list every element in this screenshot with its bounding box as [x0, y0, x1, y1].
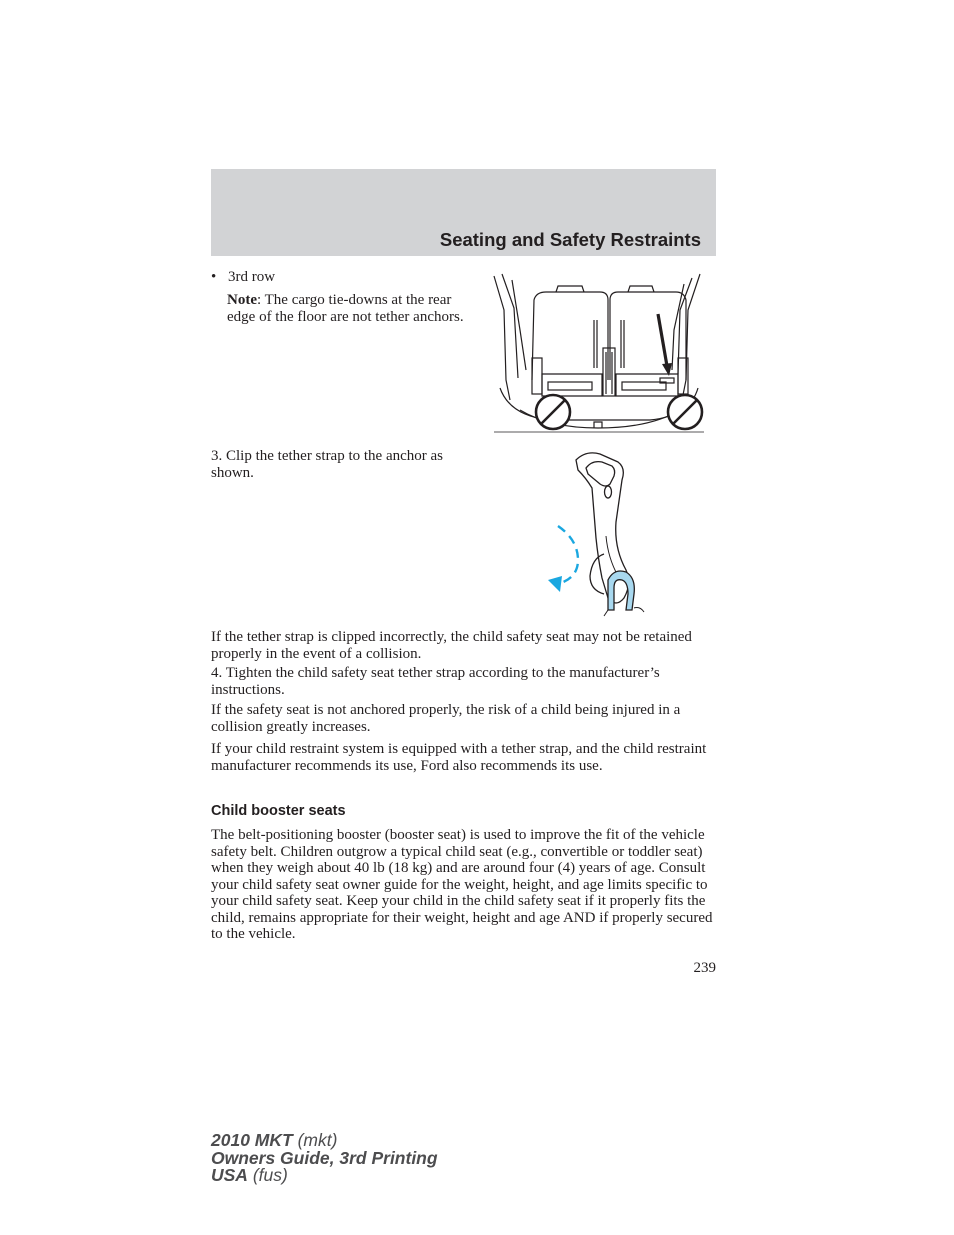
third-row-seat-illustration	[490, 270, 706, 438]
bullet-text: 3rd row	[228, 269, 276, 285]
bullet-symbol: •	[211, 269, 217, 285]
footer-model: 2010 MKT	[211, 1130, 293, 1150]
paragraph-step-4: 4. Tighten the child safety seat tether strap according to the manufacturer’s instructions.	[211, 665, 660, 698]
tether-clip-illustration	[540, 448, 665, 618]
footer-model-code: (mkt)	[292, 1130, 338, 1150]
footer-edition: Owners Guide, 3rd Printing	[211, 1147, 438, 1168]
paragraph-anchoring-risk: If the safety seat is not anchored properly, the risk of a child being injured in a collision greatly increases.	[211, 702, 681, 735]
note-text: : The cargo tie-downs at the rear edge of the floor are not tether anchors.	[227, 292, 464, 325]
note-paragraph	[227, 292, 467, 325]
section-title: Seating and Safety Restraints	[439, 229, 701, 250]
paragraph-incorrect-clip: If the tether strap is clipped incorrectly, the child safety seat may not be retained properly in the event of a collision.	[211, 629, 692, 662]
note-label: Note	[227, 292, 257, 308]
bullet-item	[211, 269, 471, 286]
step-3-text: 3. Clip the tether strap to the anchor as shown.	[211, 448, 444, 481]
page-number: 239	[693, 960, 716, 976]
document-footer	[211, 1132, 438, 1185]
paragraph-booster-seats: The belt-positioning booster (booster seat) is used to improve the fit of the vehicle safety belt. Children outgrow a typical child seat (e.g., convertible or toddler seat) when they weigh about 40 lb (18 kg) and are around four (4) years of age. Consult your child safety seat owner guide for the weight, height, and age limits specific to your child safety seat. Keep your child in the child safety seat if it properly fits the child, remains appropriate for their weight, height and age AND if properly secured to the vehicle.	[211, 827, 713, 942]
paragraph-tether-recommendation: If your child restraint system is equipped with a tether strap, and the child restraint manufacturer recommends its use, Ford also recommends its use.	[211, 741, 707, 774]
footer-market-code: (fus)	[247, 1165, 288, 1185]
section-header-band	[211, 169, 716, 256]
subheading-booster-seats: Child booster seats	[211, 803, 346, 819]
footer-market: USA	[211, 1165, 248, 1185]
